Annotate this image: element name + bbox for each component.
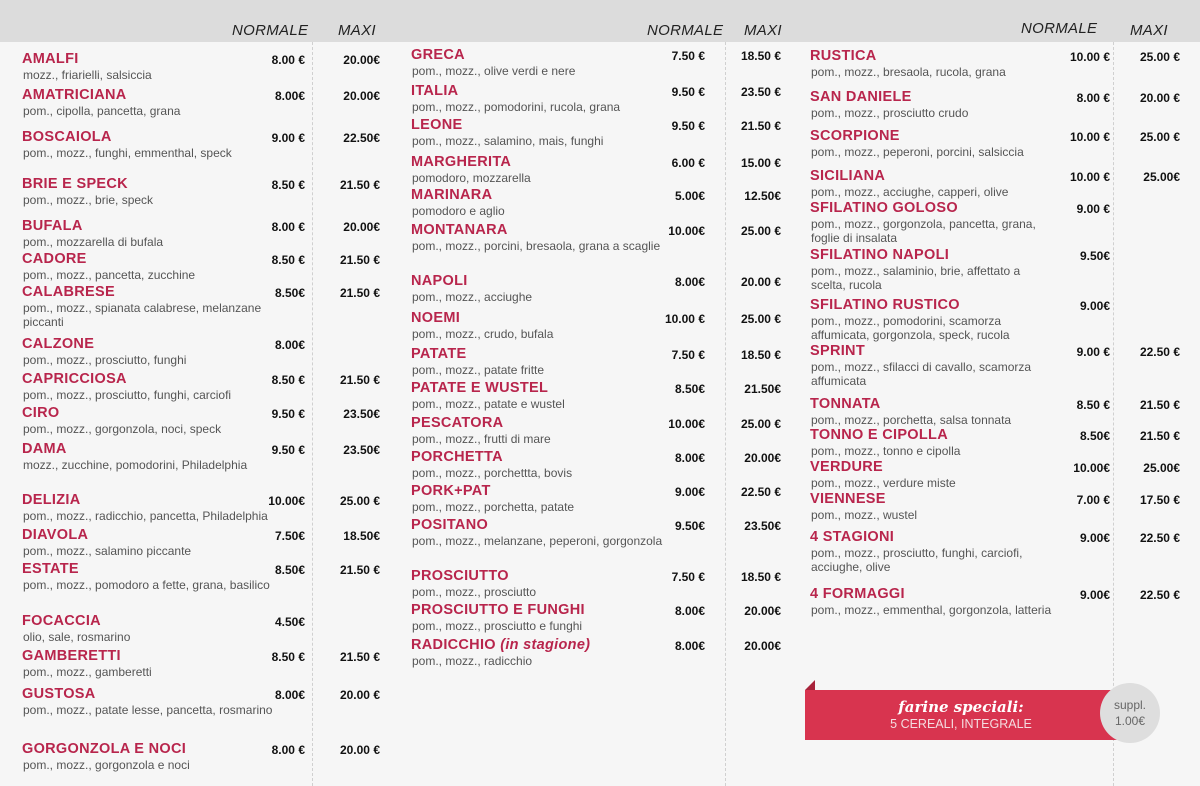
- price-maxi: 18.50 €: [740, 49, 781, 63]
- header-band: [0, 0, 1200, 42]
- item-ingredients: pom., mozz., porchetta, patate: [412, 500, 575, 514]
- price-maxi: 25.00 €: [740, 224, 781, 238]
- item-name-text: NOEMI: [411, 310, 461, 326]
- price-normale: 10.00 €: [1069, 130, 1110, 144]
- item-name: [411, 273, 468, 289]
- price-normale: 9.50 €: [271, 443, 305, 457]
- item-name-text: CALABRESE: [22, 284, 115, 300]
- item-name-text: TONNATA: [810, 396, 881, 412]
- item-ingredients: pom., mozz., prosciutto, funghi, carciofi: [23, 388, 232, 402]
- item-ingredients: pom., mozz., porchetta, salsa tonnata: [811, 413, 1012, 427]
- supplement-price: 1.00€: [1114, 714, 1146, 728]
- price-normale: 8.00 €: [271, 743, 305, 757]
- price-maxi: 25.00€: [1143, 461, 1180, 475]
- price-normale: 9.00 €: [271, 131, 305, 145]
- item-ingredients: pom., mozz., tonno e cipolla: [811, 444, 961, 458]
- price-normale: 8.00 €: [271, 220, 305, 234]
- item-ingredients: olio, sale, rosmarino: [23, 630, 131, 644]
- item-ingredients: pom., mozz., emmenthal, gorgonzola, latteria: [811, 603, 1052, 617]
- price-normale: 8.50 €: [1076, 398, 1110, 412]
- price-normale: 9.50 €: [671, 119, 705, 133]
- item-name: [810, 48, 877, 64]
- item-note: (in stagione): [500, 637, 591, 653]
- price-normale: 4.50€: [274, 615, 305, 629]
- price-normale: 8.50 €: [271, 373, 305, 387]
- item-ingredients: pom., mozz., gamberetti: [23, 665, 152, 679]
- item-name: [810, 200, 958, 216]
- price-maxi: 21.50 €: [339, 650, 380, 664]
- item-ingredients: pomodoro, mozzarella: [412, 171, 531, 185]
- item-name: [411, 517, 488, 533]
- item-ingredients: pom., cipolla, pancetta, grana: [23, 104, 181, 118]
- price-normale: 8.00€: [674, 639, 705, 653]
- item-name: [810, 168, 885, 184]
- price-maxi: 21.50 €: [1139, 429, 1180, 443]
- item-ingredients: pom., mozz., prosciutto: [412, 585, 537, 599]
- item-name: [810, 89, 912, 105]
- price-maxi: 23.50 €: [740, 85, 781, 99]
- price-maxi: 12.50€: [744, 189, 781, 203]
- item-name-text: SPRINT: [810, 343, 865, 359]
- item-name: [411, 154, 511, 170]
- item-ingredients: pom., mozz., radicchio: [412, 654, 533, 668]
- price-maxi: 21.50 €: [339, 563, 380, 577]
- item-ingredients: pom., mozz., patate fritte: [412, 363, 545, 377]
- item-name: [22, 176, 128, 192]
- item-name: [22, 405, 59, 421]
- item-name: [810, 297, 960, 313]
- price-maxi: 20.00€: [343, 89, 380, 103]
- price-maxi: 17.50 €: [1139, 493, 1180, 507]
- price-normale: 10.00 €: [1069, 170, 1110, 184]
- price-maxi: 18.50 €: [740, 348, 781, 362]
- price-maxi: 22.50 €: [1139, 588, 1180, 602]
- price-normale: 9.00€: [1079, 588, 1110, 602]
- item-ingredients: pom., mozz., acciughe: [412, 290, 533, 304]
- item-name-text: GAMBERETTI: [22, 648, 121, 664]
- item-ingredients: pom., mozzarella di bufala: [23, 235, 164, 249]
- price-normale: 7.50 €: [671, 348, 705, 362]
- item-name-text: CALZONE: [22, 336, 95, 352]
- item-name-text: GRECA: [411, 47, 465, 63]
- price-maxi: 21.50 €: [339, 178, 380, 192]
- item-name-text: PROSCIUTTO E FUNGHI: [411, 602, 585, 618]
- item-name-text: RUSTICA: [810, 48, 877, 64]
- item-ingredients: pom., mozz., gorgonzola, noci, speck: [23, 422, 222, 436]
- item-name: [22, 741, 186, 757]
- item-name: [810, 247, 949, 263]
- item-name: [411, 47, 465, 63]
- banner-fold: [805, 680, 815, 690]
- item-name: [810, 586, 905, 602]
- price-normale: 8.00 €: [271, 53, 305, 67]
- item-name-text: CIRO: [22, 405, 60, 421]
- price-maxi: 21.50€: [744, 382, 781, 396]
- price-maxi: 20.00 €: [339, 688, 380, 702]
- item-ingredients: pomodoro e aglio: [412, 204, 505, 218]
- price-normale: 9.50 €: [671, 85, 705, 99]
- price-maxi: 22.50€: [343, 131, 380, 145]
- price-normale: 8.00€: [274, 688, 305, 702]
- item-ingredients: pom., mozz., patate lesse, pancetta, rosmarino: [23, 703, 273, 717]
- price-maxi: 20.00 €: [740, 275, 781, 289]
- price-normale: 9.00€: [1079, 531, 1110, 545]
- price-normale: 8.50 €: [271, 650, 305, 664]
- supplement-label: suppl.: [1113, 698, 1147, 712]
- price-normale: 8.50€: [1079, 429, 1110, 443]
- price-maxi: 20.00€: [744, 604, 781, 618]
- item-name: [810, 529, 894, 545]
- item-name-text: PATATE E WUSTEL: [411, 380, 549, 396]
- item-name: [22, 527, 88, 543]
- price-normale: 7.00 €: [1076, 493, 1110, 507]
- price-normale: 10.00 €: [664, 312, 705, 326]
- price-normale: 8.50 €: [271, 253, 305, 267]
- item-ingredients: pom., mozz., gorgonzola, pancetta, grana, foglie di insalata: [811, 217, 1036, 245]
- item-ingredients: pom., mozz., gorgonzola e noci: [23, 758, 190, 772]
- item-ingredients: pom., mozz., frutti di mare: [412, 432, 551, 446]
- price-normale: 9.50€: [674, 519, 705, 533]
- price-maxi: 25.00€: [1143, 170, 1180, 184]
- price-normale: 8.00€: [274, 338, 305, 352]
- item-ingredients: mozz., zucchine, pomodorini, Philadelphia: [23, 458, 248, 472]
- price-normale: 10.00€: [668, 417, 705, 431]
- item-name: [22, 561, 79, 577]
- item-name: [810, 427, 948, 443]
- item-name-text: BOSCAIOLA: [22, 129, 112, 145]
- item-name: [411, 483, 491, 499]
- price-maxi: 15.00 €: [740, 156, 781, 170]
- item-name-text: CAPRICCIOSA: [22, 371, 127, 387]
- price-normale: 8.50€: [674, 382, 705, 396]
- price-maxi: 21.50 €: [740, 119, 781, 133]
- item-name: [411, 568, 509, 584]
- item-name-text: BUFALA: [22, 218, 83, 234]
- item-ingredients: pom., mozz., wustel: [811, 508, 918, 522]
- price-normale: 6.00 €: [671, 156, 705, 170]
- header-normale: NORMALE: [647, 22, 724, 39]
- price-normale: 7.50 €: [671, 49, 705, 63]
- price-normale: 10.00€: [268, 494, 305, 508]
- item-ingredients: pom., mozz., bresaola, rucola, grana: [811, 65, 1006, 79]
- item-name-text: SFILATINO NAPOLI: [810, 247, 950, 263]
- item-name-text: SFILATINO GOLOSO: [810, 200, 958, 216]
- price-normale: 9.00€: [674, 485, 705, 499]
- item-ingredients: pom., mozz., pomodorini, scamorza affumicata, gorgonzola, speck, rucola: [811, 314, 1010, 342]
- item-name: [22, 336, 94, 352]
- price-normale: 9.00 €: [1076, 202, 1110, 216]
- item-name-text: LEONE: [411, 117, 463, 133]
- price-normale: 9.50 €: [271, 407, 305, 421]
- item-ingredients: pom., mozz., acciughe, capperi, olive: [811, 185, 1009, 199]
- item-name-text: VIENNESE: [810, 491, 886, 507]
- item-name: [411, 346, 467, 362]
- price-normale: 10.00 €: [1069, 50, 1110, 64]
- price-normale: 8.00€: [674, 451, 705, 465]
- item-name-text: MONTANARA: [411, 222, 508, 238]
- item-name-text: DAMA: [22, 441, 67, 457]
- item-name-text: FOCACCIA: [22, 613, 101, 629]
- header-normale: NORMALE: [232, 22, 309, 39]
- item-name-text: SAN DANIELE: [810, 89, 912, 105]
- item-name: [411, 415, 503, 431]
- item-name-text: DIAVOLA: [22, 527, 89, 543]
- item-name-text: BRIE E SPECK: [22, 176, 128, 192]
- item-ingredients: pom., mozz., salamino piccante: [23, 544, 192, 558]
- item-name: [22, 51, 79, 67]
- price-normale: 8.00€: [674, 604, 705, 618]
- price-normale: 8.50€: [274, 286, 305, 300]
- item-name-text: SCORPIONE: [810, 128, 900, 144]
- item-name: [810, 396, 881, 412]
- item-name: [22, 251, 87, 267]
- item-name-text: PROSCIUTTO: [411, 568, 509, 584]
- item-name-text: MARINARA: [411, 187, 493, 203]
- price-maxi: 23.50€: [343, 443, 380, 457]
- item-ingredients: pom., mozz., prosciutto, funghi: [23, 353, 187, 367]
- price-maxi: 25.00 €: [1139, 130, 1180, 144]
- item-name: [411, 83, 458, 99]
- price-maxi: 20.00€: [744, 451, 781, 465]
- item-name-text: GUSTOSA: [22, 686, 96, 702]
- item-name: [22, 218, 83, 234]
- item-ingredients: pom., mozz., porchettta, bovis: [412, 466, 573, 480]
- item-ingredients: pom., mozz., melanzane, peperoni, gorgonzola: [412, 534, 663, 548]
- item-name-text: SFILATINO RUSTICO: [810, 297, 960, 313]
- item-ingredients: pom., mozz., verdure miste: [811, 476, 956, 490]
- item-ingredients: pom., mozz., crudo, bufala: [412, 327, 554, 341]
- banner-subtitle: 5 CEREALI, INTEGRALE: [890, 717, 1032, 731]
- item-name: [411, 310, 460, 326]
- item-ingredients: pom., mozz., pancetta, zucchine: [23, 268, 196, 282]
- item-ingredients: pom., mozz., salaminio, brie, affettato a scelta, rucola: [811, 264, 1021, 292]
- price-maxi: 25.00 €: [339, 494, 380, 508]
- price-normale: 8.00 €: [1076, 91, 1110, 105]
- banner-title: farine speciali:: [898, 698, 1024, 716]
- item-name-text: AMATRICIANA: [22, 87, 127, 103]
- price-maxi: 23.50€: [343, 407, 380, 421]
- item-name-text: VERDURE: [810, 459, 883, 475]
- item-name-text: ESTATE: [22, 561, 79, 577]
- price-maxi: 22.50 €: [1139, 345, 1180, 359]
- item-name: [810, 491, 886, 507]
- header-maxi: MAXI: [1130, 22, 1168, 39]
- item-name: [22, 129, 112, 145]
- price-maxi: 25.00 €: [1139, 50, 1180, 64]
- item-name: [411, 637, 590, 653]
- item-name-text: GORGONZOLA E NOCI: [22, 741, 187, 757]
- item-name: [22, 648, 121, 664]
- price-normale: 8.00€: [274, 89, 305, 103]
- item-name: [810, 128, 900, 144]
- special-flours-banner: [805, 690, 1117, 740]
- item-name-text: AMALFI: [22, 51, 79, 67]
- item-name-text: 4 STAGIONI: [810, 529, 895, 545]
- item-name-text: PORK+PAT: [411, 483, 491, 499]
- item-ingredients: pom., mozz., prosciutto, funghi, carciofi, acciughe, olive: [811, 546, 1023, 574]
- price-normale: 9.00€: [1079, 299, 1110, 313]
- price-maxi: 22.50 €: [740, 485, 781, 499]
- price-maxi: 25.00 €: [740, 417, 781, 431]
- item-ingredients: pom., mozz., peperoni, porcini, salsiccia: [811, 145, 1024, 159]
- item-ingredients: pom., mozz., pomodorini, rucola, grana: [412, 100, 621, 114]
- price-maxi: 25.00 €: [740, 312, 781, 326]
- item-name: [411, 117, 462, 133]
- item-name-text: PATATE: [411, 346, 467, 362]
- price-maxi: 23.50€: [744, 519, 781, 533]
- item-ingredients: pom., mozz., salamino, mais, funghi: [412, 134, 604, 148]
- column-divider: [1113, 42, 1114, 786]
- item-name-text: PESCATORA: [411, 415, 504, 431]
- item-name: [22, 492, 81, 508]
- price-normale: 10.00€: [1073, 461, 1110, 475]
- price-normale: 9.50€: [1079, 249, 1110, 263]
- item-ingredients: pom., mozz., olive verdi e nere: [412, 64, 576, 78]
- header-maxi: MAXI: [338, 22, 376, 39]
- item-ingredients: pom., mozz., funghi, emmenthal, speck: [23, 146, 232, 160]
- item-name: [22, 686, 96, 702]
- item-name-text: RADICCHIO: [411, 637, 496, 653]
- item-name-text: SICILIANA: [810, 168, 886, 184]
- price-maxi: 20.00 €: [1139, 91, 1180, 105]
- item-ingredients: pom., mozz., pomodoro a fette, grana, basilico: [23, 578, 270, 592]
- item-name: [810, 343, 865, 359]
- price-maxi: 20.00€: [343, 220, 380, 234]
- price-maxi: 18.50 €: [740, 570, 781, 584]
- price-normale: 8.00€: [674, 275, 705, 289]
- price-maxi: 21.50 €: [339, 373, 380, 387]
- item-name: [411, 449, 503, 465]
- price-normale: 9.00 €: [1076, 345, 1110, 359]
- item-ingredients: pom., mozz., sfilacci di cavallo, scamorza affumicata: [811, 360, 1032, 388]
- item-name-text: ITALIA: [411, 83, 459, 99]
- item-name-text: POSITANO: [411, 517, 489, 533]
- item-name-text: CADORE: [22, 251, 87, 267]
- item-ingredients: pom., mozz., patate e wustel: [412, 397, 565, 411]
- price-maxi: 20.00 €: [339, 743, 380, 757]
- header-normale: NORMALE: [1021, 20, 1098, 37]
- price-maxi: 22.50 €: [1139, 531, 1180, 545]
- price-normale: 8.50€: [274, 563, 305, 577]
- price-maxi: 21.50 €: [1139, 398, 1180, 412]
- price-normale: 7.50 €: [671, 570, 705, 584]
- price-maxi: 21.50 €: [339, 286, 380, 300]
- price-normale: 10.00€: [668, 224, 705, 238]
- price-maxi: 21.50 €: [339, 253, 380, 267]
- item-ingredients: mozz., friarielli, salsiccia: [23, 68, 152, 82]
- item-name: [22, 87, 127, 103]
- item-name: [411, 602, 585, 618]
- item-name: [411, 187, 492, 203]
- item-name-text: DELIZIA: [22, 492, 81, 508]
- item-ingredients: pom., mozz., radicchio, pancetta, Philadelphia: [23, 509, 268, 523]
- column-divider: [725, 42, 726, 786]
- price-normale: 7.50€: [274, 529, 305, 543]
- item-name-text: 4 FORMAGGI: [810, 586, 905, 602]
- item-name-text: TONNO E CIPOLLA: [810, 427, 948, 443]
- price-normale: 5.00€: [674, 189, 705, 203]
- item-name: [411, 380, 548, 396]
- price-maxi: 18.50€: [343, 529, 380, 543]
- item-name-text: PORCHETTA: [411, 449, 503, 465]
- item-name: [810, 459, 883, 475]
- supplement-badge: [1100, 683, 1160, 743]
- item-name-text: NAPOLI: [411, 273, 468, 289]
- item-name-text: MARGHERITA: [411, 154, 512, 170]
- item-name: [22, 284, 115, 300]
- item-name: [411, 222, 508, 238]
- header-maxi: MAXI: [744, 22, 782, 39]
- price-maxi: 20.00€: [343, 53, 380, 67]
- item-ingredients: pom., mozz., spianata calabrese, melanzane piccanti: [23, 301, 262, 329]
- item-name: [22, 371, 127, 387]
- item-name: [22, 613, 101, 629]
- price-maxi: 20.00€: [744, 639, 781, 653]
- item-ingredients: pom., mozz., brie, speck: [23, 193, 154, 207]
- price-normale: 8.50 €: [271, 178, 305, 192]
- item-ingredients: pom., mozz., prosciutto e funghi: [412, 619, 583, 633]
- item-ingredients: pom., mozz., prosciutto crudo: [811, 106, 969, 120]
- item-name: [22, 441, 67, 457]
- item-ingredients: pom., mozz., porcini, bresaola, grana a scaglie: [412, 239, 661, 253]
